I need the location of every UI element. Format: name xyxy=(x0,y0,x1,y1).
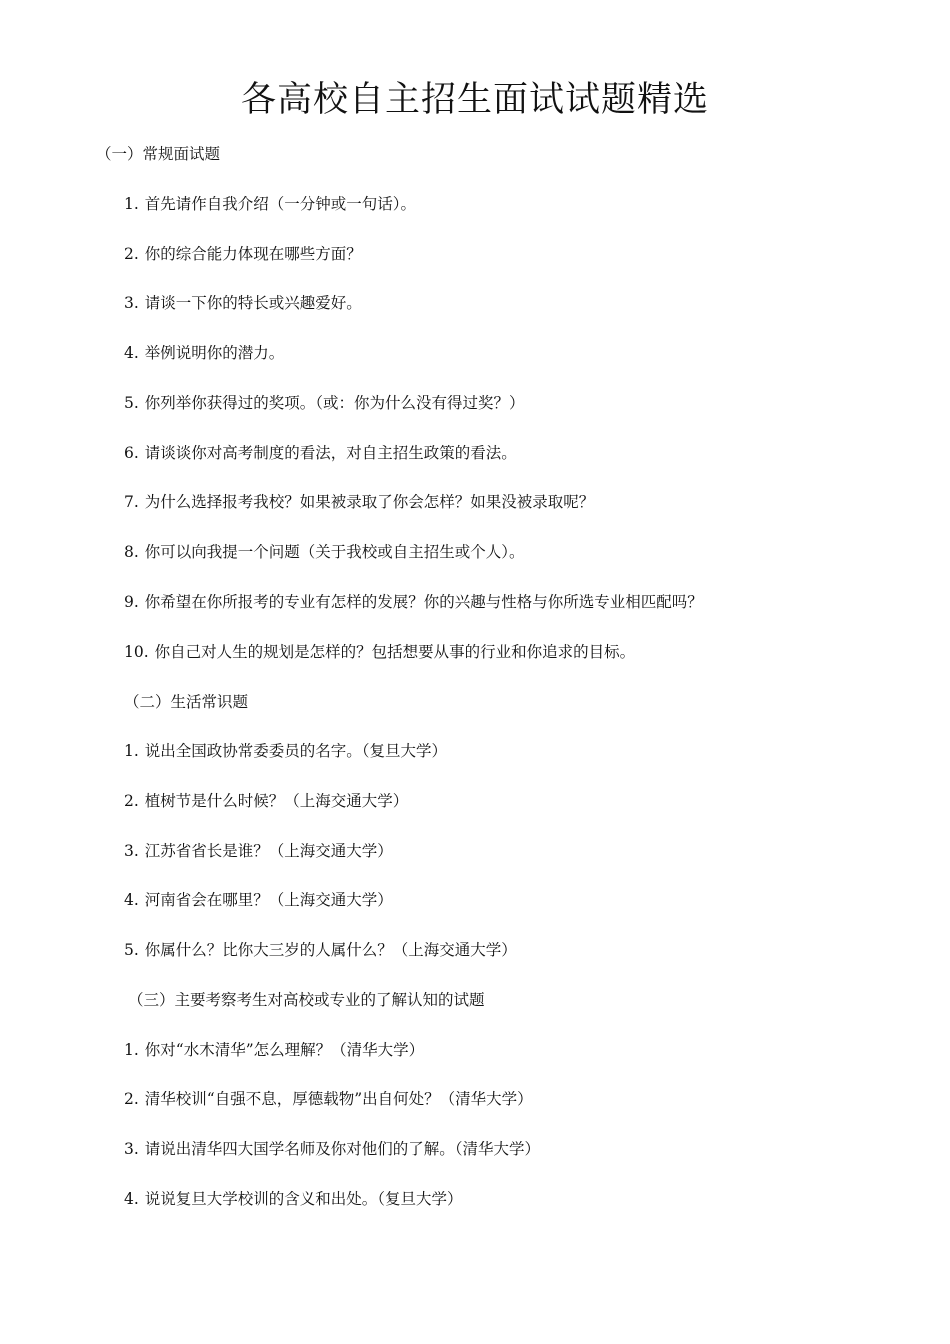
item-text: 你对“水木清华”怎么理解？（清华大学） xyxy=(144,1041,425,1059)
item-text: 请谈一下你的特长或兴趣爱好。 xyxy=(144,294,362,312)
item-text: 你属什么？比你大三岁的人属什么？（上海交通大学） xyxy=(144,941,517,959)
item-text: 请谈谈你对高考制度的看法，对自主招生政策的看法。 xyxy=(144,444,517,462)
list-item xyxy=(124,890,393,910)
list-item xyxy=(124,1189,463,1209)
list-item xyxy=(124,642,635,662)
item-number: 1. xyxy=(124,195,139,213)
item-text: 举例说明你的潜力。 xyxy=(144,344,285,362)
list-item xyxy=(124,194,416,214)
item-text: 你列举你获得过的奖项。（或：你为什么没有得过奖？） xyxy=(144,394,525,412)
item-number: 3. xyxy=(124,294,139,312)
item-number: 3. xyxy=(124,1140,139,1158)
list-item xyxy=(124,492,594,512)
item-number: 7. xyxy=(124,493,139,511)
document-title: 各高校自主招生面试试题精选 xyxy=(240,80,709,120)
item-text: 说出全国政协常委委员的名字。（复旦大学） xyxy=(144,742,448,760)
section-heading-1: （一）常规面试题 xyxy=(96,145,221,163)
list-item xyxy=(124,542,525,562)
item-text: 请说出清华四大国学名师及你对他们的了解。（清华大学） xyxy=(144,1140,541,1158)
item-text: 为什么选择报考我校？如果被录取了你会怎样？如果没被录取呢？ xyxy=(144,493,595,511)
list-item xyxy=(124,1089,533,1109)
item-number: 2. xyxy=(124,245,139,263)
item-text: 清华校训“自强不息，厚德载物”出自何处？（清华大学） xyxy=(144,1090,533,1108)
item-text: 你可以向我提一个问题（关于我校或自主招生或个人）。 xyxy=(144,543,525,561)
list-item xyxy=(124,592,703,612)
list-item xyxy=(124,443,517,463)
item-number: 2. xyxy=(124,792,139,810)
item-text: 你自己对人生的规划是怎样的？包括想要从事的行业和你追求的目标。 xyxy=(154,643,636,661)
item-number: 4. xyxy=(124,1190,139,1208)
section-heading-2: （二）生活常识题 xyxy=(124,693,249,711)
item-text: 河南省会在哪里？（上海交通大学） xyxy=(144,891,393,909)
item-text: 说说复旦大学校训的含义和出处。（复旦大学） xyxy=(144,1190,463,1208)
list-item xyxy=(124,1139,540,1159)
list-item xyxy=(124,293,362,313)
list-item xyxy=(124,343,284,363)
item-number: 1. xyxy=(124,742,139,760)
item-number: 4. xyxy=(124,891,139,909)
item-number: 3. xyxy=(124,842,139,860)
item-number: 5. xyxy=(124,941,139,959)
list-item xyxy=(124,741,447,761)
item-number: 5. xyxy=(124,394,139,412)
list-item xyxy=(124,940,517,960)
item-text: 首先请作自我介绍（一分钟或一句话）。 xyxy=(144,195,417,213)
list-item xyxy=(124,791,408,811)
item-text: 江苏省省长是谁？（上海交通大学） xyxy=(144,842,393,860)
item-number: 2. xyxy=(124,1090,139,1108)
item-number: 1. xyxy=(124,1041,139,1059)
section-heading-3: （三）主要考察考生对高校或专业的了解认知的试题 xyxy=(128,991,485,1009)
item-text: 植树节是什么时候？（上海交通大学） xyxy=(144,792,409,810)
item-number: 4. xyxy=(124,344,139,362)
item-number: 8. xyxy=(124,543,139,561)
list-item xyxy=(124,841,393,861)
item-number: 9. xyxy=(124,593,139,611)
item-text: 你的综合能力体现在哪些方面？ xyxy=(144,245,362,263)
item-number: 6. xyxy=(124,444,139,462)
item-text: 你希望在你所报考的专业有怎样的发展？你的兴趣与性格与你所选专业相匹配吗？ xyxy=(144,593,703,611)
list-item xyxy=(124,393,525,413)
item-number: 10. xyxy=(124,643,149,661)
list-item xyxy=(124,244,362,264)
list-item xyxy=(124,1040,424,1060)
